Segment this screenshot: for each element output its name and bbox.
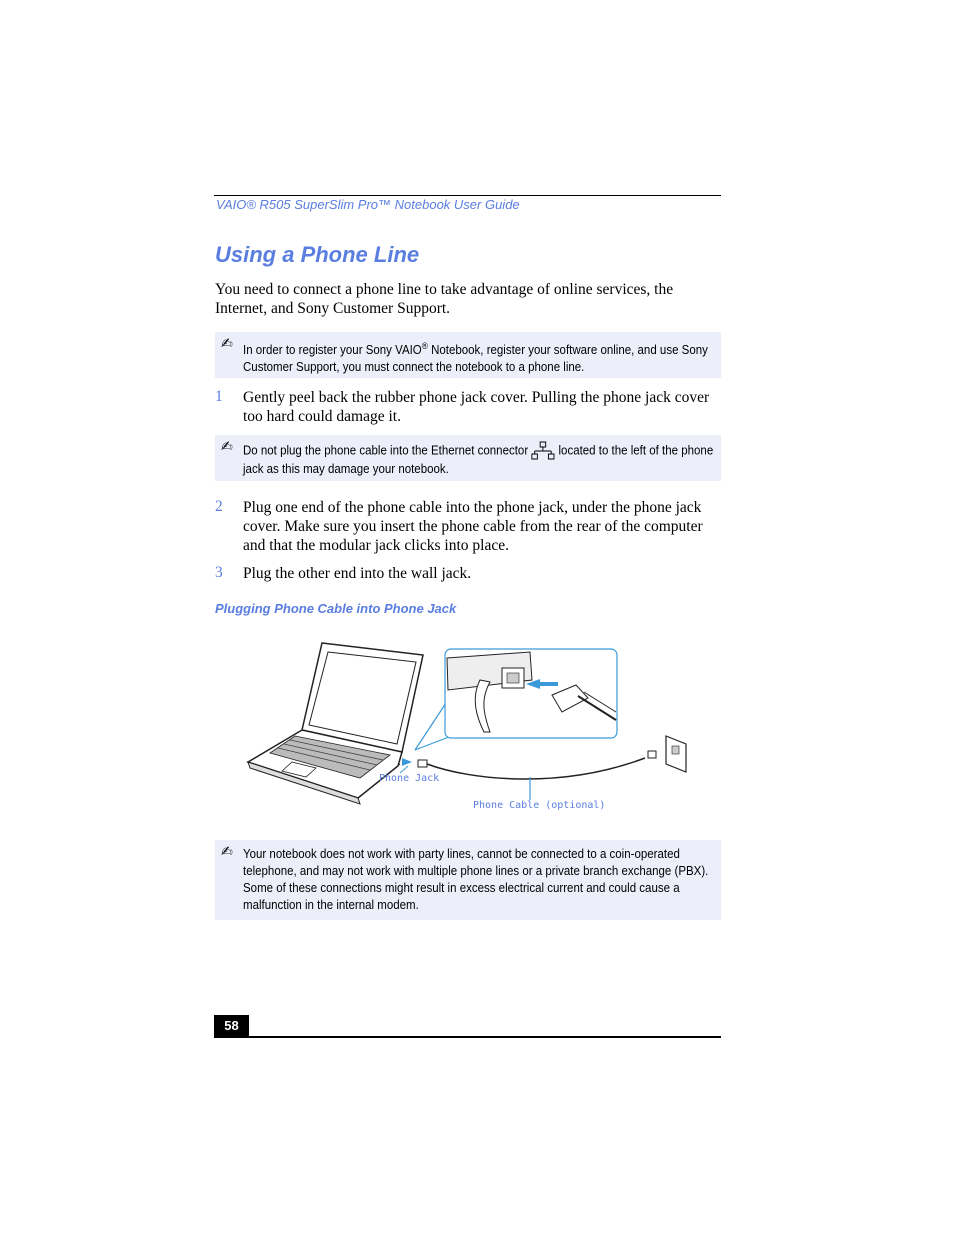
note-text: Do not plug the phone cable into the Ethernet connector located to the left of the phone jack as this may damage your notebook.: [243, 441, 717, 478]
step-text: Gently peel back the rubber phone jack cover. Pulling the phone jack cover too hard could damage it.: [243, 389, 710, 425]
page-number: 58: [214, 1015, 249, 1036]
step-number: 2: [215, 498, 223, 515]
note-box-party-lines: [215, 840, 721, 920]
step-text: Plug one end of the phone cable into the phone jack, under the phone jack cover. Make sure you insert the phone cable from the rear of the computer and that the modular jack clicks into place.: [243, 499, 703, 554]
section-title: Using a Phone Line: [215, 242, 420, 267]
step-number: 1: [215, 388, 223, 405]
wall-jack-illustration: [666, 736, 686, 772]
pen-note-icon: ✍: [221, 439, 233, 455]
header-rule: [214, 195, 721, 196]
footer-rule: [214, 1036, 721, 1038]
zoom-detail: [445, 649, 617, 738]
note-box-register: [215, 332, 721, 378]
phone-cable-illustration: [240, 640, 700, 820]
intro-paragraph: You need to connect a phone line to take advantage of online services, the Internet, and Sony Customer Support.: [215, 281, 674, 317]
pen-note-icon: ✍: [221, 336, 233, 352]
step-number: 3: [215, 564, 223, 581]
step-text: Plug the other end into the wall jack.: [243, 565, 472, 582]
ethernet-icon: [531, 441, 555, 461]
phone-cable-label: Phone Cable (optional): [473, 800, 606, 811]
pen-note-icon: ✍: [221, 844, 233, 860]
note-text: Your notebook does not work with party lines, cannot be connected to a coin-operated telephone, and may not work with multiple phone lines or a private branch exchange (PBX). Some of these connections might result in excess electrical current and could cause a malfunction in the internal modem.: [243, 847, 709, 912]
running-header: VAIO® R505 SuperSlim Pro™ Notebook User Guide: [216, 197, 520, 212]
note-text: In order to register your Sony VAIO® Notebook, register your software online, and use Sony Customer Support, you must connect the notebook to a phone line.: [243, 341, 708, 375]
phone-jack-label: Phone Jack: [379, 773, 440, 784]
note-box-ethernet: [215, 435, 721, 481]
figure-caption: Plugging Phone Cable into Phone Jack: [215, 601, 457, 616]
